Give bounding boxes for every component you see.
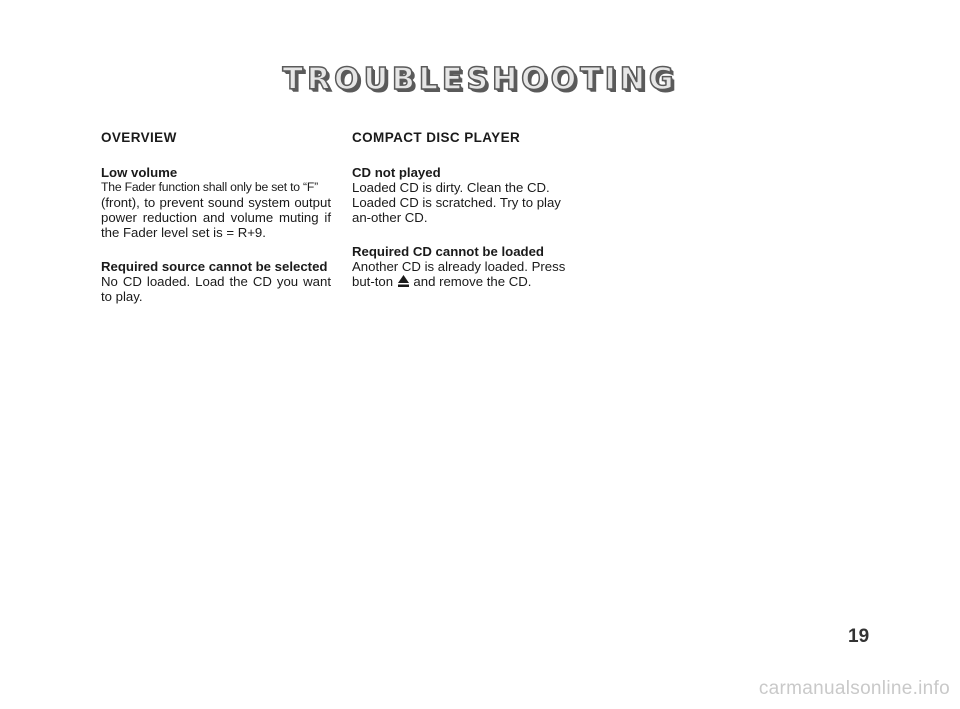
- entry-body-line: The Fader function shall only be set to “F”: [101, 180, 318, 194]
- page-number: 19: [848, 626, 870, 647]
- entry-body: (front), to prevent sound system output power reduction and volume muting if the Fader level set is = R+9.: [101, 195, 331, 240]
- entry-body-after-icon: and remove the CD.: [413, 274, 532, 289]
- entry-required-source: [101, 259, 331, 304]
- entry-heading: CD not played: [352, 165, 441, 180]
- entry-body-before-icon: Another CD is already loaded. Press but-ton: [352, 259, 566, 289]
- entry-heading: Low volume: [101, 165, 178, 180]
- page-title: TROUBLESHOOTING: [282, 62, 678, 97]
- section-heading-compact-disc-player: COMPACT DISC PLAYER: [352, 130, 521, 145]
- entry-low-volume: [101, 165, 331, 240]
- eject-icon: [398, 275, 409, 287]
- entry-heading: Required CD cannot be loaded: [352, 244, 544, 259]
- entry-cd-cannot-be-loaded: [352, 244, 582, 289]
- watermark: carmanualsonline.info: [758, 678, 950, 699]
- right-column: [352, 130, 582, 308]
- entry-heading: Required source cannot be selected: [101, 259, 328, 274]
- entry-body: No CD loaded. Load the CD you want to play.: [101, 274, 331, 304]
- left-column: [101, 130, 331, 323]
- entry-body: Loaded CD is dirty. Clean the CD. Loaded CD is scratched. Try to play an-other CD.: [352, 180, 561, 225]
- entry-body: [352, 259, 582, 289]
- entry-cd-not-played: [352, 165, 582, 225]
- section-heading-overview: OVERVIEW: [101, 130, 177, 145]
